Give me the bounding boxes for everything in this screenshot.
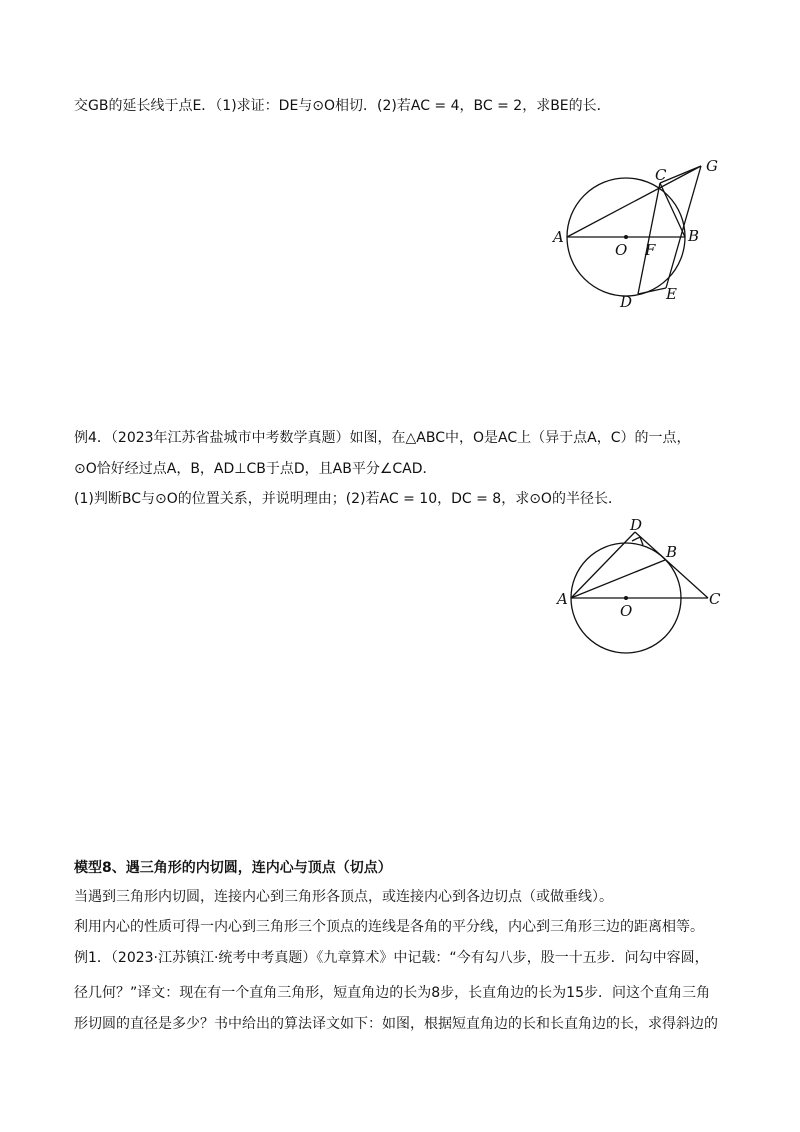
- problem3-text-line1: 交GB的延长线于点E．（1)求证：DE与⊙O相切．(2)若AC = 4，BC = 2，求BE的长．: [74, 98, 611, 114]
- model8-example1-line2: 径几何？”译文：现在有一个直角三角形，短直角边的长为8步，长直角边的长为15步．问这个直角三角: [74, 985, 710, 1001]
- model8-example1-line1: 例1．（2023·江苏镇江·统考中考真题）《九章算术》中记载：“今有勾八步，股一十五步．问勾中容圆，: [74, 950, 709, 966]
- fig1-label-g: G: [706, 157, 718, 175]
- fig1-label-d: D: [620, 293, 633, 311]
- example4-line2: ⊙O恰好经过点A，B，AD⊥CB于点D，且AB平分∠CAD．: [74, 461, 437, 477]
- model8-para1: 当遇到三角形内切圆，连接内心到三角形各顶点，或连接内心到各边切点（或做垂线）。: [74, 889, 613, 905]
- example4-line1: 例4．（2023年江苏省盐城市中考数学真题）如图，在△ABC中，O是AC上（异于点A，C）的一点，: [74, 430, 691, 446]
- fig1-label-a: A: [553, 228, 564, 246]
- fig1-label-e: E: [666, 285, 677, 303]
- fig2-label-o: O: [620, 602, 633, 620]
- figure-circle-tangent-bc: [550, 512, 730, 672]
- fig2-label-b: B: [666, 543, 678, 561]
- model8-para2: 利用内心的性质可得一内心到三角形三个顶点的连线是各角的平分线，内心到三角形三边的距离相等。: [74, 919, 704, 935]
- fig1-label-f: F: [645, 241, 656, 259]
- fig2-label-d: D: [630, 516, 643, 534]
- model8-example1-line3: 形切圆的直径是多少？书中给出的算法译文如下：如图，根据短直角边的长和长直角边的长，求得斜边的: [74, 1016, 718, 1032]
- fig1-label-c: C: [655, 166, 667, 184]
- fig1-label-b: B: [688, 227, 700, 245]
- fig2-label-a: A: [557, 590, 568, 608]
- figure-circle-tangent-de: [540, 150, 740, 320]
- example4-line3: (1)判断BC与⊙O的位置关系，并说明理由；(2)若AC = 10，DC = 8，求⊙O的半径长．: [74, 491, 622, 507]
- fig2-label-c: C: [709, 590, 721, 608]
- fig1-label-o: O: [615, 241, 628, 259]
- model8-heading: 模型8、遇三角形的内切圆，连内心与顶点（切点）: [74, 860, 392, 876]
